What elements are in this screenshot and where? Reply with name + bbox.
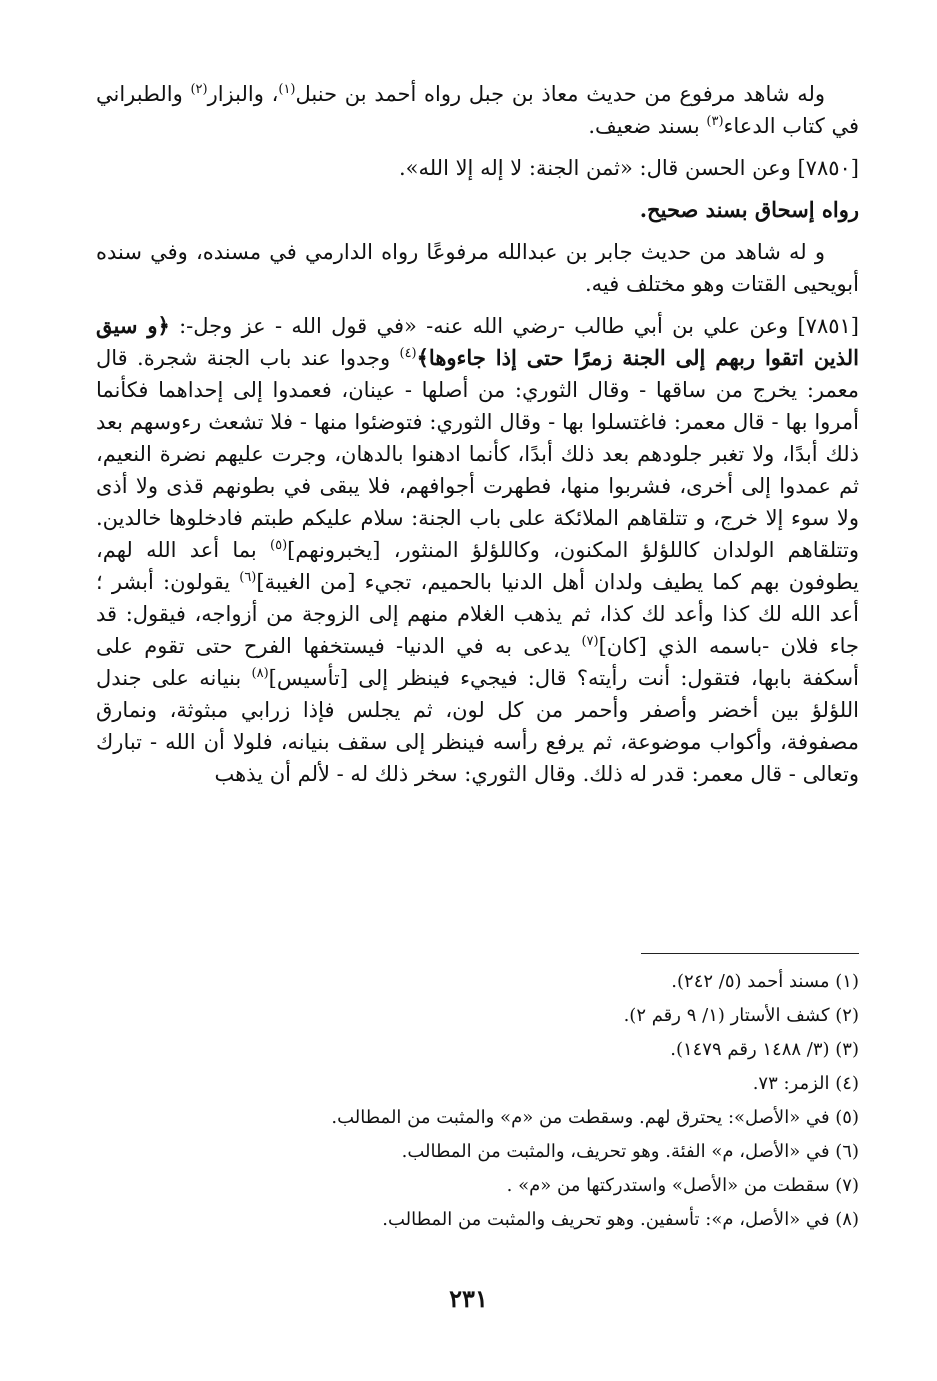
- footnote-ref-8: (٨): [251, 666, 269, 681]
- footnote-ref-4: (٤): [399, 346, 417, 361]
- footnote-ref-6: (٦): [239, 570, 257, 585]
- footnote-7: (٧) سقطت من «الأصل» واستدركتها من «م» .: [506, 1175, 859, 1196]
- narration-note: رواه إسحاق بسند صحيح.: [639, 197, 859, 222]
- hadith-7851: [96, 310, 859, 790]
- footnote-8: (٨) في «الأصل، م»: تأسفين. وهو تحريف والمثبت من المطالب.: [382, 1209, 859, 1230]
- text-run: بنيانه على جندل اللؤلؤ بين أخضر وأصفر وأحمر من كل لون، ثم يجلس فإذا زرابي مبثوثة، ونمارق مصفوفة، وأكواب موضوعة، ثم يرفع رأسه فينظر إلى سقف بنيانه، فلولا أن الله - تبارك وتعالى - قال معمر: قدر له ذلك. وقال الثوري: سخر ذلك له - لألم أن يذهب: [96, 666, 859, 786]
- footnote-ref-7: (٧): [581, 634, 599, 649]
- text-run: بسند ضعيف.: [588, 114, 707, 138]
- footnote-6: (٦) في «الأصل، م» الفئة. وهو تحريف، والمثبت من المطالب.: [401, 1141, 859, 1162]
- page-number: ٢٣١: [449, 1284, 488, 1313]
- text-run: ، والبزار: [207, 82, 279, 106]
- footnote-ref-3: (٣): [706, 114, 724, 129]
- footnote-3: (٣) (٣/ ١٤٨٨ رقم ١٤٧٩).: [670, 1039, 859, 1060]
- footnote-1: (١) مسند أحمد (٥/ ٢٤٢).: [671, 971, 859, 992]
- text-run: يقولون: أبشر ؛ أعد الله لك كذا وأعد لك كذا، ثم يذهب الغلام منهم إلى الزوجة من أزواجه، فيقول: قد جاء فلان -باسمه الذي [كان]: [96, 570, 859, 658]
- footnote-5: (٥) في «الأصل»: يحترق لهم. وسقطت من «م» والمثبت من المطالب.: [331, 1107, 859, 1128]
- text-run: والطبراني في كتاب الدعاء: [96, 82, 859, 138]
- footnote-4: (٤) الزمر: ٧٣.: [752, 1073, 859, 1094]
- footnote-divider: [641, 953, 859, 954]
- hadith-7850: [٧٨٥٠] وعن الحسن قال: «ثمن الجنة: لا إله إلا الله».: [398, 156, 859, 180]
- footnote-ref-1: (١): [278, 82, 296, 97]
- footnotes: [96, 953, 859, 1240]
- footnote-ref-2: (٢): [190, 82, 208, 97]
- quran-verse: ﴿و سيق الذين اتقوا ربهم إلى الجنة زمرًا حتى إذا جاءوها﴾: [96, 313, 859, 370]
- paragraph-1: [96, 78, 859, 142]
- footnote-2: (٢) كشف الأستار (١/ ٩ رقم ٢).: [623, 1005, 859, 1026]
- text-run: يدعى به في الدنيا- فيستخفها الفرح حتى تقوم على أسكفة بابها، فتقول: أنت رأيته؟ قال: فيجيء فينظر إلى [تأسيس]: [96, 634, 859, 690]
- footnote-ref-5: (٥): [270, 538, 288, 553]
- paragraph-witness: و له شاهد من حديث جابر بن عبدالله مرفوعًا رواه الدارمي في مسنده، وفي سنده أبويحيى القتات وهو مختلف فيه.: [96, 240, 859, 296]
- text-run: [٧٨٥١] وعن علي بن أبي طالب -رضي الله عنه- «في قول الله - عز وجل-:: [169, 314, 859, 338]
- text-run: وله شاهد مرفوع من حديث معاذ بن جبل رواه أحمد بن حنبل: [295, 82, 825, 106]
- text-run: بما أعد الله لهم، يطوفون بهم كما يطيف ولدان أهل الدنيا بالحميم، تجيء [من الغيبة]: [96, 538, 859, 594]
- text-run: وجدوا عند باب الجنة شجرة. قال معمر: يخرج من ساقها - وقال الثوري: من أصلها - عينان، فعمدوا إلى إحداهما فكأنما أمروا بها - قال معمر: فاغتسلوا بها - وقال الثوري: فتوضئوا منها - فلا تشعث رءوسهم بعد ذلك أبدًا، ولا تغبر جلودهم بعد ذلك أبدًا، كأنما ادهنوا بالدهان، وجرت عليهم نضرة النعيم، ثم عمدوا إلى أخرى، فشربوا منها، فطهرت أجوافهم، فلا يبقى في بطونهم قذى ولا أذى ولا سوء إلا خرج، و تتلقاهم الملائكة على باب الجنة: سلام عليكم طبتم فادخلوها خالدين. وتتلقاهم الولدان كاللؤلؤ المكنون، وكاللؤلؤ المنثور، [يخبرونهم]: [96, 346, 860, 562]
